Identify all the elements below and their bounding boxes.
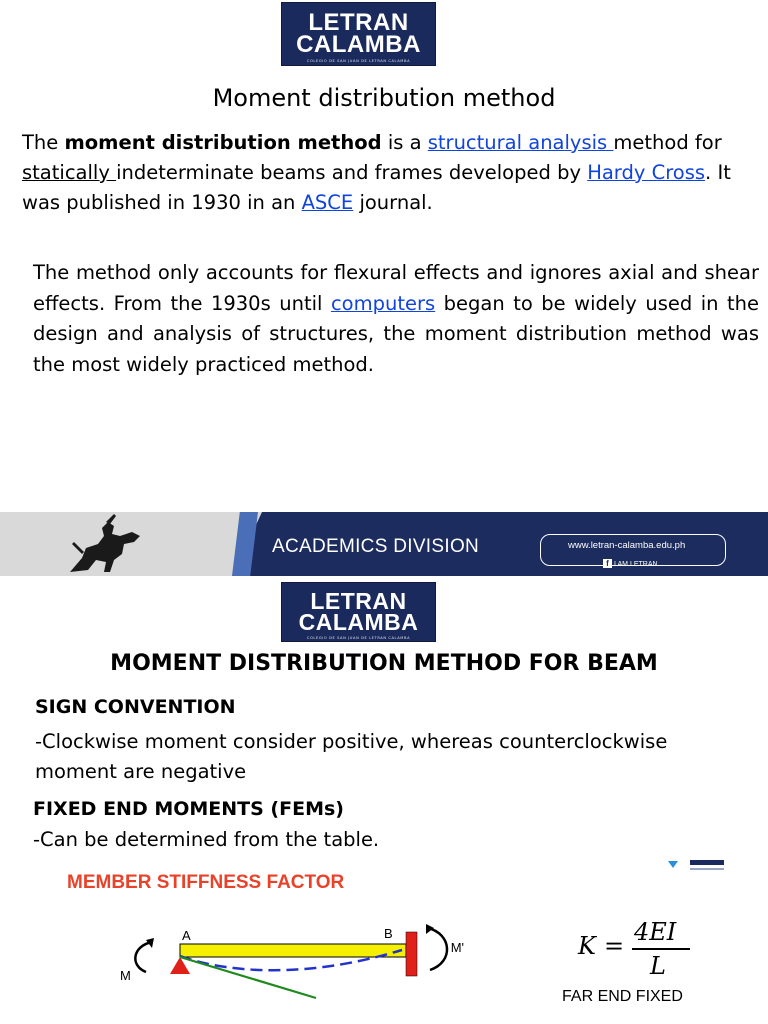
text-run: . It was published in 1930 in an <box>22 161 731 214</box>
moment-arrow-right-icon <box>428 928 447 970</box>
fraction-bar <box>632 948 690 950</box>
tangent-line <box>180 957 316 998</box>
academics-division-label: ACADEMICS DIVISION <box>272 536 480 557</box>
website-link[interactable]: www.letran-calamba.edu.ph <box>568 540 686 551</box>
moment-arrow-left-icon <box>135 942 152 972</box>
social-label: I AM LETRAN <box>614 561 658 568</box>
sign-convention-text: -Clockwise moment consider positive, whereas counterclockwise moment are negative <box>35 730 668 783</box>
slide1-title: Moment distribution method <box>212 84 556 112</box>
logo-tagline: COLEGIO DE SAN JUAN DE LETRAN CALAMBA <box>306 636 411 641</box>
letran-calamba-logo <box>281 2 436 66</box>
logo-line-2: CALAMBA <box>296 31 421 59</box>
sign-convention-heading: SIGN CONVENTION <box>35 696 236 718</box>
bold-term: moment distribution method <box>64 131 382 154</box>
logo-tagline: COLEGIO DE SAN JUAN DE LETRAN CALAMBA <box>306 59 411 64</box>
link-computers[interactable]: computers <box>330 291 436 315</box>
st-george-statue-icon <box>62 514 152 576</box>
letran-calamba-logo-2 <box>281 582 436 642</box>
formula-numerator: 4EI <box>634 918 677 946</box>
link-asce[interactable]: ASCE <box>301 191 354 214</box>
fem-text: -Can be determined from the table. <box>33 828 380 851</box>
text-run: indeterminate beams and frames developed by <box>116 161 588 184</box>
link-structural-analysis[interactable]: structural analysis <box>427 131 614 154</box>
formula-denominator: L <box>650 952 666 980</box>
formula-k: K <box>578 932 596 960</box>
text-run: is a <box>381 131 428 154</box>
text-run: The method only accounts for flexural effects and ignores axial and shear effects. From the 1930s until <box>33 261 759 315</box>
label-m: M <box>120 968 131 983</box>
method-paragraph <box>33 258 759 380</box>
label-a: A <box>182 928 191 943</box>
intro-paragraph <box>22 128 752 218</box>
link-hardy-cross[interactable]: Hardy Cross <box>587 161 706 184</box>
fixed-support-b <box>406 932 417 976</box>
formula-equals: = <box>604 932 625 960</box>
logo-line-2: CALAMBA <box>298 609 419 636</box>
text-run: The <box>22 131 65 154</box>
social-handle[interactable] <box>603 559 658 568</box>
logo-line-1: LETRAN <box>308 9 409 36</box>
beam-member <box>180 944 406 957</box>
label-m-prime: M' <box>450 940 464 955</box>
far-end-fixed-label: FAR END FIXED <box>562 988 683 1005</box>
slide2-title: MOMENT DISTRIBUTION METHOD FOR BEAM <box>110 651 658 676</box>
text-run: journal. <box>353 191 433 214</box>
fem-heading: FIXED END MOMENTS (FEMs) <box>33 798 344 820</box>
text-run: began to be widely used in the design and analysis of structures, the moment distribution method was the most widely practiced method. <box>33 291 759 376</box>
facebook-icon: f <box>603 559 612 568</box>
label-b: B <box>384 926 393 941</box>
small-logo-icon <box>668 858 728 874</box>
text-run: method for <box>613 131 722 154</box>
logo-line-1: LETRAN <box>310 588 407 614</box>
beam-diagram <box>110 920 470 1010</box>
underlined-statically: statically <box>22 161 117 184</box>
member-stiffness-title: MEMBER STIFFNESS FACTOR <box>67 872 345 893</box>
